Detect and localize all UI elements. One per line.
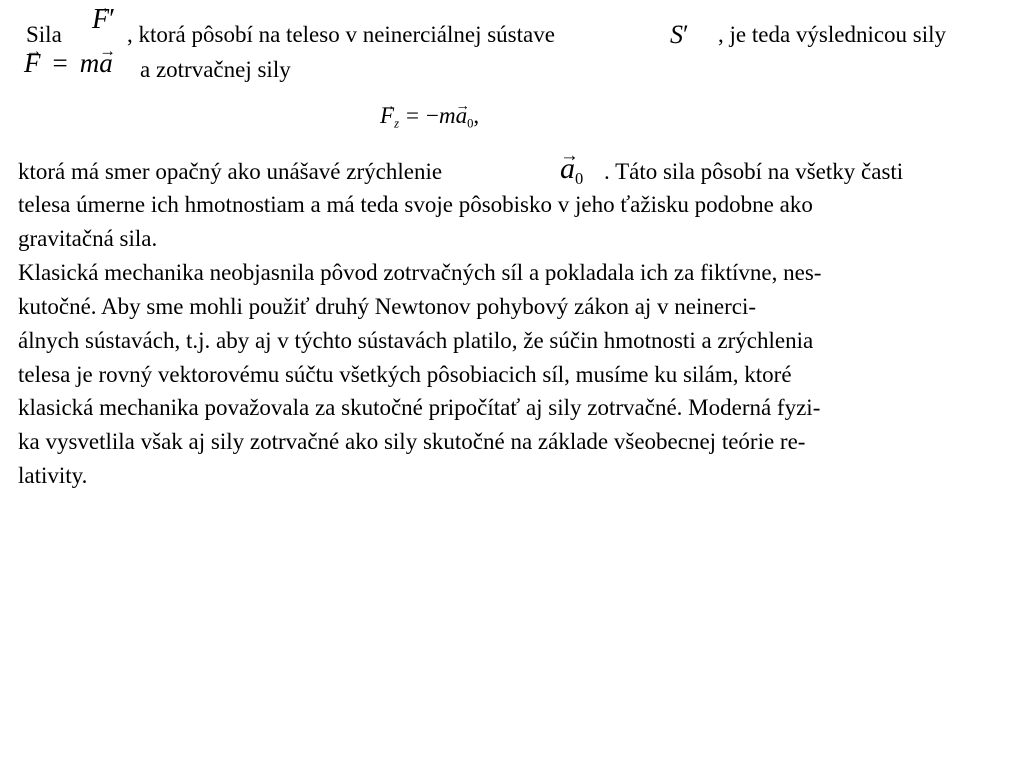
paragraph-line: kutočné. Aby sme mohli použiť druhý Newtonov pohybový zákon aj v neinerci-: [18, 293, 757, 319]
text-sila: Sila: [26, 22, 62, 47]
formula-a0: [560, 152, 583, 189]
mass-m-2: m: [438, 103, 456, 128]
prime-mark: ′: [109, 4, 116, 35]
text-para-line1-end: . Táto sila pôsobí na všetky časti: [604, 159, 904, 184]
formula-f-prime: [92, 4, 115, 36]
formula-s-prime: [670, 20, 689, 50]
prime-mark-s: ′: [683, 20, 689, 49]
vector-a0: → a: [456, 103, 468, 129]
vector-a: → a: [99, 48, 113, 79]
text-para-line1-start: ktorá má smer opačný ako unášavé zrýchlenie: [18, 159, 443, 184]
subscript-0-accel: 0: [575, 168, 584, 188]
equals-sign: =: [52, 48, 68, 78]
vector-f: → F: [92, 4, 109, 36]
formula-inertial-force: [380, 103, 479, 131]
subscript-z: z: [394, 116, 399, 131]
vector-fz: → F: [380, 103, 394, 129]
paragraph-line: álnych sústavách, t.j. aby aj v týchto sústavách platilo, že súčin hmotnosti a zrýchlenia: [18, 327, 814, 353]
symbol-s: S: [670, 20, 683, 49]
body-paragraph: [18, 188, 1010, 493]
paragraph-line: telesa úmerne ich hmotnostiam a má teda svoje pôsobisko v jeho ťažisku podobne ako: [18, 192, 813, 217]
text-line1-end: , je teda výslednicou sily: [718, 22, 947, 47]
paragraph-line: gravitačná sila.: [18, 225, 158, 251]
subscript-0: 0: [467, 116, 474, 131]
equals-sign-2: =: [405, 103, 419, 128]
paragraph-line: ka vysvetlila však aj sily zotrvačné ako sily skutočné na základe všeobecnej teórie re-: [18, 429, 806, 455]
text-line2: a zotrvačnej sily: [140, 57, 291, 82]
paragraph-line: telesa je rovný vektorovému súčtu všetkých pôsobiacich síl, musíme ku silám, ktoré: [18, 361, 792, 387]
minus-sign: −: [425, 103, 439, 128]
vector-a-accel: → a: [560, 152, 575, 186]
text-line1-middle: , ktorá pôsobí na teleso v neinerciálnej sústave: [127, 22, 555, 47]
formula-f-equals-ma: [24, 48, 113, 79]
vector-f-lhs: → F: [24, 48, 41, 79]
paragraph-line: klasická mechanika považovala za skutočné pripočítať aj sily zotrvačné. Moderná fyzi-: [18, 395, 821, 421]
comma: ,: [473, 103, 480, 128]
paragraph-line: Klasická mechanika neobjasnila pôvod zotrvačných síl a pokladala ich za fiktívne, nes-: [18, 259, 822, 285]
mass-m: m: [79, 48, 100, 78]
paragraph-line: lativity.: [18, 463, 88, 489]
